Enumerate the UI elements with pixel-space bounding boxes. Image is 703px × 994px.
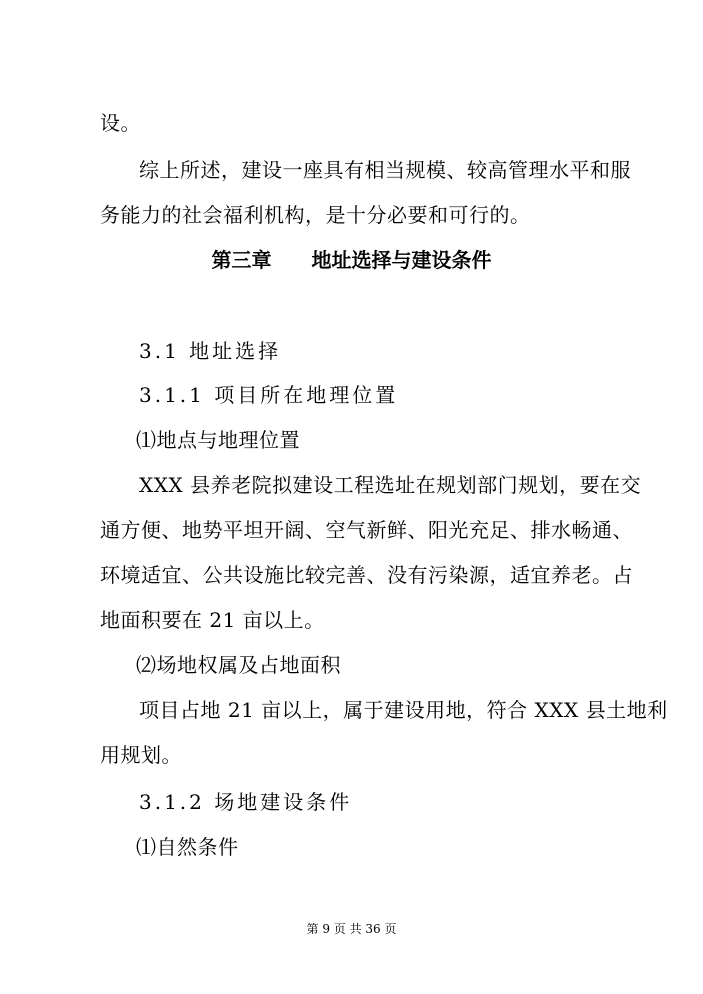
chapter-title: 地址选择与建设条件 (311, 248, 492, 272)
paragraph-line: 地面积要在 21 亩以上。 (100, 608, 325, 632)
subsection-heading: 3.1.2 场地建设条件 (139, 790, 353, 814)
paragraph-line: XXX 县养老院拟建设工程选址在规划部门规划，要在交 (139, 473, 642, 497)
paragraph-line: 设。 (100, 111, 141, 135)
subsection-heading: 3.1.1 项目所在地理位置 (139, 383, 399, 407)
paragraph-line: 用规划。 (100, 743, 182, 767)
section-heading: 3.1 地址选择 (139, 339, 282, 363)
chapter-heading (0, 248, 703, 272)
chapter-number: 第三章 (211, 248, 272, 272)
list-item-heading: ⑵场地权属及占地面积 (136, 653, 341, 677)
paragraph-line: 环境适宜、公共设施比较完善、没有污染源，适宜养老。占 (100, 563, 633, 587)
list-item-heading: ⑴地点与地理位置 (136, 428, 300, 452)
paragraph-line: 项目占地 21 亩以上，属于建设用地，符合 XXX 县土地利 (139, 698, 668, 722)
page-number-footer: 第 9 页 共 36 页 (306, 922, 397, 936)
list-item-heading: ⑴自然条件 (136, 835, 239, 859)
paragraph-line: 务能力的社会福利机构，是十分必要和可行的。 (100, 203, 531, 227)
paragraph-line: 通方便、地势平坦开阔、空气新鲜、阳光充足、排水畅通、 (100, 518, 633, 542)
paragraph-line: 综上所述，建设一座具有相当规模、较高管理水平和服 (139, 158, 631, 182)
